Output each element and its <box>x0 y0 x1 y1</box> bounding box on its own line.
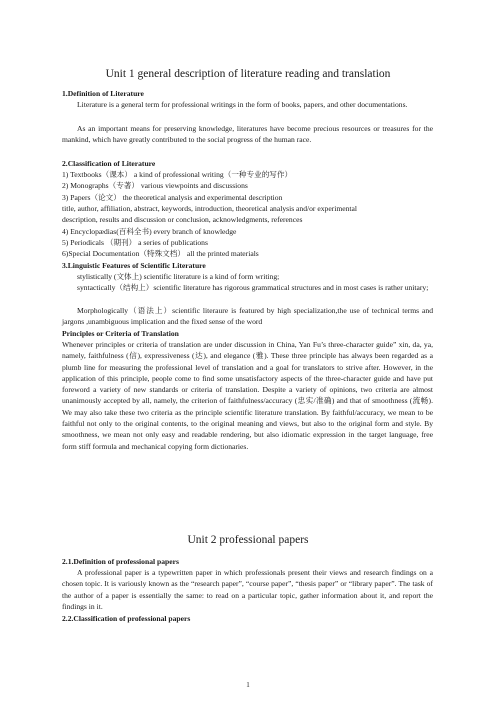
paragraph: Literature is a general term for professional writings in the form of books, papers, and other documentations. <box>77 100 408 109</box>
section-heading-definition-papers: 2.1.Definition of professional papers <box>62 557 179 566</box>
section-heading-translation-principles: Principles or Criteria of Translation <box>62 329 179 338</box>
paragraph: A professional paper is a typewritten paper in which professionals present their views and research findings on a chosen topic. It is variously known as the “research paper”, “course paper”, “thesis paper” or “library paper”. The task of the author of a paper is essentially the same: to read on a particular topic, gather information about it, and report the findings in it. <box>62 568 433 611</box>
list-item: 4) Encyclopædias(百科全书) every branch of knowledge <box>62 227 237 236</box>
list-item: 2) Monographs（专著） various viewpoints and discussions <box>62 181 248 190</box>
list-item: 6)Special Documentation（特殊文档） all the printed materials <box>62 249 259 258</box>
list-item: title, author, affiliation, abstract, keywords, introduction, theoretical analysis and/or experimental <box>62 204 357 213</box>
list-item: 3) Papers（论文） the theoretical analysis and experimental description <box>62 193 283 202</box>
list-item: 1) Textbooks（课本） a kind of professional writing（一种专业的写作） <box>62 170 293 179</box>
list-item: description, results and discussion or conclusion, acknowledgments, references <box>62 215 303 224</box>
unit2-title: Unit 2 professional papers <box>187 534 309 546</box>
unit1-title: Unit 1 general description of literature reading and translation <box>105 68 391 80</box>
list-item: 5) Periodicals （期刊） a series of publications <box>62 238 208 247</box>
paragraph: Morphologically（语法上）scientific literaure is featured by high specialization,the use of technical terms and jargons ,unambiguous implication and the fixed sense of the word <box>62 306 433 327</box>
paragraph: stylistically (文体上) scientific literature is a kind of form writing; <box>77 272 280 281</box>
section-heading-linguistic-features: 3.Linguistic Features of Scientific Literature <box>62 261 206 270</box>
section-heading-classification: 2.Classification of Literature <box>62 159 156 168</box>
section-heading-classification-papers: 2.2.Classification of professional papers <box>62 614 191 623</box>
paragraph: syntactically（结构上）scientific literature has rigorous grammatical structures and in most cases is rather unitary; <box>77 283 429 292</box>
paragraph: Whenever principles or criteria of translation are under discussion in China, Yan Fu’s three-character guide” xin, da, ya, namely, faithfulness (信), expressiveness (达), and elegance (雅). These three principle has always been regarded as a plumb line for measuring the professional level of translation and a goal for translators to strive after. However, in the application of this principle, people come to find some unsatisfactory aspects of the three-character guide and have put foreword a variety of new standards or criteria of translation. Despite a variety of opinions, two criteria are almost unanimously accepted by all, namely, the criterion of faithfulness/accuracy (忠实/准确) and that of smoothness (流畅). We may also take these two criteria as the principle scientific literature translation. By faithful/accuracy, we mean to be faithful not only to the original contents, to the original meaning and views, but also to the original form and style. By smoothness, we mean not only easy and readable rendering, but also idiomatic expression in the target language, free form stiff formula and mechanical copying form dictionaries. <box>62 340 433 451</box>
paragraph: As an important means for preserving knowledge, literatures have become precious resources or treasures for the mankind, which have greatly contributed to the social progress of the human race. <box>62 124 433 145</box>
section-heading-definition: 1.Definition of Literature <box>62 89 144 98</box>
page-number: 1 <box>246 681 250 689</box>
